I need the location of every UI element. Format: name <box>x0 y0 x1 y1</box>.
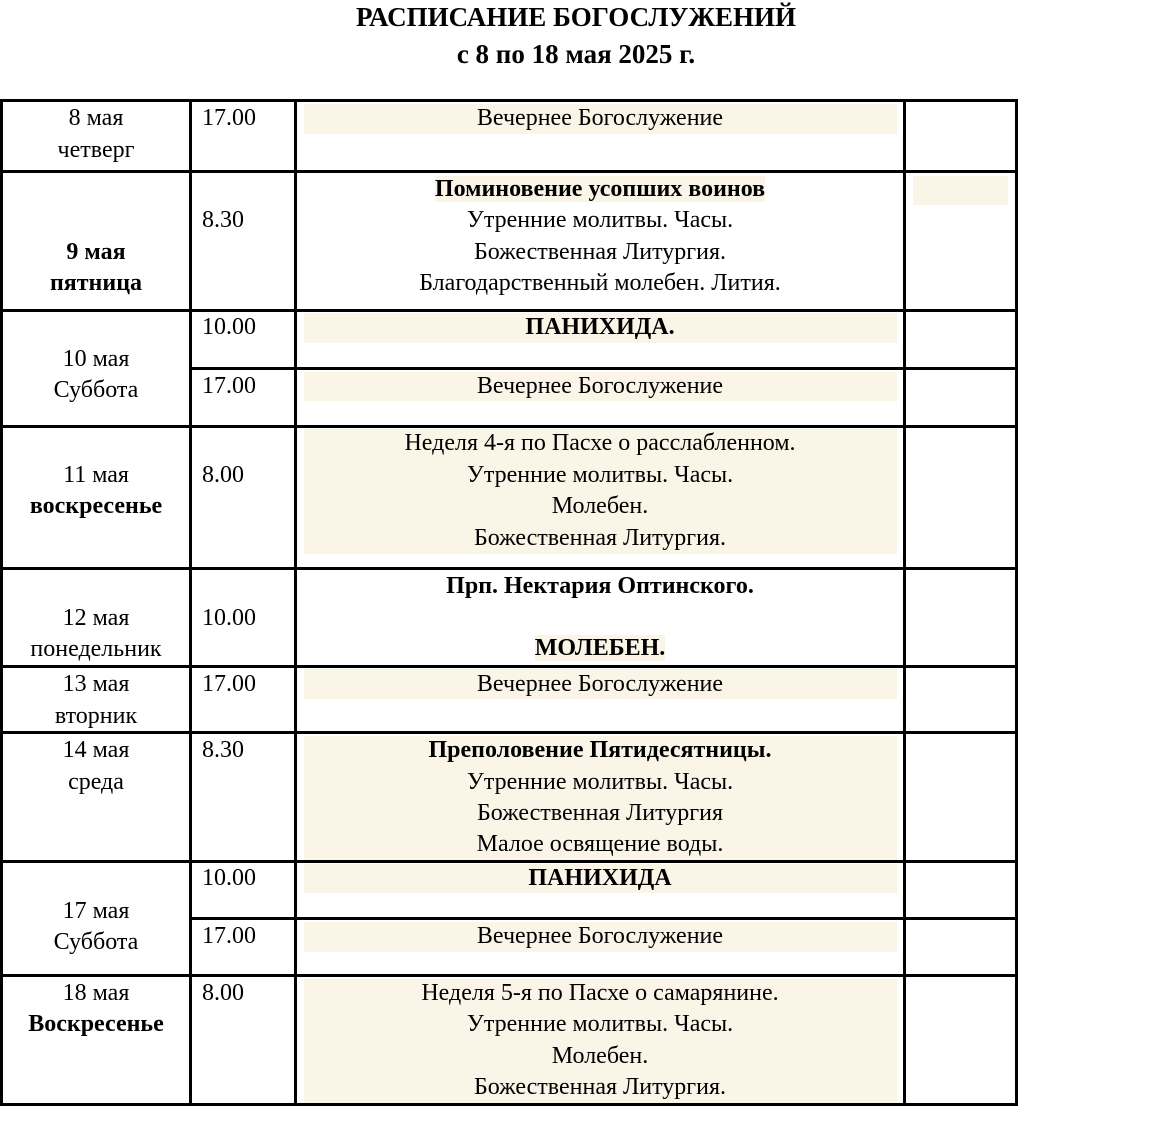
service-line <box>297 174 903 206</box>
service-line: Вечернее Богослужение <box>476 105 724 131</box>
weekday-label: среда <box>68 769 124 795</box>
service-time: 10.00 <box>202 865 256 891</box>
weekday-label: пятница <box>49 270 143 296</box>
date-label: 14 мая <box>62 737 130 763</box>
date-label: 11 мая <box>63 462 129 488</box>
column-divider <box>189 99 192 1106</box>
session-divider <box>189 367 1018 370</box>
date-label: 18 мая <box>62 980 130 1006</box>
service-line: Утренние молитвы. Часы. <box>466 769 734 795</box>
service-line: Вечернее Богослужение <box>476 923 724 949</box>
weekday-label: вторник <box>54 703 138 729</box>
row-divider <box>0 567 1018 570</box>
row-divider <box>0 99 1018 102</box>
row-divider <box>0 170 1018 173</box>
service-line: Вечернее Богослужение <box>476 373 724 399</box>
date-label: 8 мая <box>68 105 124 131</box>
date-label: 12 мая <box>62 605 130 631</box>
service-line: Молебен. <box>551 1043 649 1069</box>
service-time: 10.00 <box>202 605 256 631</box>
weekday-label: четверг <box>57 137 135 163</box>
session-divider <box>189 917 1018 920</box>
service-time: 8.00 <box>202 980 244 1006</box>
weekday-label: воскресенье <box>29 493 163 519</box>
weekday-label: понедельник <box>30 636 162 662</box>
service-line: Вечернее Богослужение <box>476 671 724 697</box>
feast-title: Поминовение усопших воинов <box>434 176 766 202</box>
service-time: 17.00 <box>202 923 256 949</box>
schedule-subtitle: с 8 по 18 мая 2025 г. <box>456 39 696 69</box>
service-time: 17.00 <box>202 671 256 697</box>
table-border <box>1015 99 1018 1106</box>
service-time: 8.30 <box>202 737 244 763</box>
weekday-label: Суббота <box>53 377 139 403</box>
service-line: ПАНИХИДА. <box>525 314 675 340</box>
service-time: 10.00 <box>202 314 256 340</box>
service-time: 17.00 <box>202 373 256 399</box>
service-time: 17.00 <box>202 105 256 131</box>
weekday-label: Воскресенье <box>28 1011 164 1037</box>
weekday-label: Суббота <box>53 929 139 955</box>
service-line: Утренние молитвы. Часы. <box>466 1011 734 1037</box>
service-line: Неделя 4-я по Пасхе о расслабленном. <box>404 430 796 456</box>
service-line: Малое освящение воды. <box>476 831 724 857</box>
schedule-title: РАСПИСАНИЕ БОГОСЛУЖЕНИЙ <box>355 2 797 32</box>
date-label: 9 мая <box>66 239 126 265</box>
service-line <box>297 633 903 665</box>
service-line: Утренние молитвы. Часы. <box>466 462 734 488</box>
highlight <box>913 176 1008 205</box>
row-divider <box>0 974 1018 977</box>
date-label: 10 мая <box>62 346 130 372</box>
service-line: Молебен. <box>551 493 649 519</box>
service-line: Утренние молитвы. Часы. <box>466 207 734 233</box>
service-line: Божественная Литургия. <box>473 525 727 551</box>
column-divider <box>903 99 906 1106</box>
service-time: 8.30 <box>202 207 244 233</box>
service-time: 8.00 <box>202 462 244 488</box>
service-line: Божественная Литургия. <box>473 239 727 265</box>
service-line: Благодарственный молебен. Лития. <box>419 270 781 296</box>
service-name: МОЛЕБЕН. <box>534 635 666 661</box>
date-label: 17 мая <box>62 898 130 924</box>
date-label: 13 мая <box>62 671 130 697</box>
service-line: Неделя 5-я по Пасхе о самарянине. <box>421 980 779 1006</box>
feast-title: Прп. Нектария Оптинского. <box>446 573 754 599</box>
service-line: Божественная Литургия. <box>473 1074 727 1100</box>
service-line: Божественная Литургия <box>476 800 724 826</box>
feast-title: Преполовение Пятидесятницы. <box>428 737 772 763</box>
service-line: ПАНИХИДА <box>528 865 672 891</box>
